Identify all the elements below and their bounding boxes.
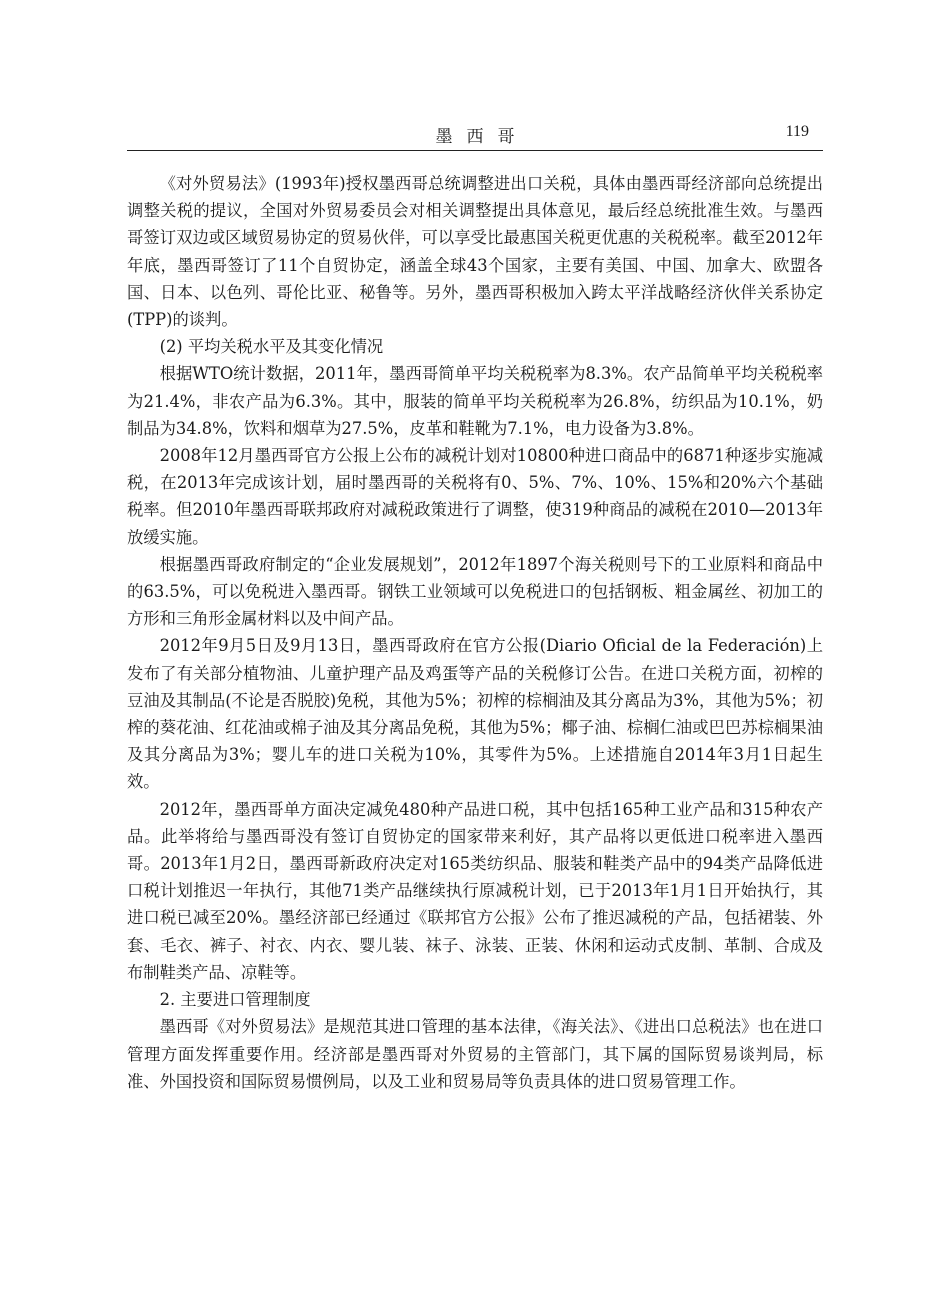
body-text — [127, 170, 823, 1095]
page-number: 119 — [785, 123, 809, 140]
running-header — [127, 116, 823, 151]
subheading: 2. 主要进口管理制度 — [159, 990, 311, 1010]
paragraph: 墨西哥《对外贸易法》是规范其进口管理的基本法律，《海关法》、《进出口总税法》也在进口管理方面发挥重要作用。经济部是墨西哥对外贸易的主管部门，其下属的国际贸易谈判局，标准、外国投资和国际贸易惯例局，以及工业和贸易局等负责具体的进口贸易管理工作。 — [127, 1017, 823, 1091]
running-header-title: 墨西哥 — [435, 127, 529, 147]
paragraph: 2012年9月5日及9月13日，墨西哥政府在官方公报(Diario Oficial de la Federación)上发布了有关部分植物油、儿童护理产品及鸡蛋等产品的关税修订公告。在进口关税方面，初榨的豆油及其制品(不论是否脱胶)免税，其他为5%；初榨的棕榈油及其分离品为3%，其他为5%；初榨的葵花油、红花油或棉子油及其分离品免税，其他为5%；椰子油、棕榈仁油或巴巴苏棕榈果油及其分离品为3%；婴儿车的进口关税为10%，其零件为5%。上述措施自2014年3月1日起生效。 — [127, 636, 823, 792]
book-page — [127, 0, 823, 1310]
paragraph: 2008年12月墨西哥官方公报上公布的减税计划对10800种进口商品中的6871种逐步实施减税，在2013年完成该计划，届时墨西哥的关税将有0、5%、7%、10%、15%和20%六个基础税率。但2010年墨西哥联邦政府对减税政策进行了调整，使319种商品的减税在2010—2013年放缓实施。 — [127, 446, 823, 547]
paragraph: 《对外贸易法》(1993年)授权墨西哥总统调整进出口关税，具体由墨西哥经济部向总统提出调整关税的提议，全国对外贸易委员会对相关调整提出具体意见，最后经总统批准生效。与墨西哥签订双边或区域贸易协定的贸易伙伴，可以享受比最惠国关税更优惠的关税税率。截至2012年年底，墨西哥签订了11个自贸协定，涵盖全球43个国家，主要有美国、中国、加拿大、欧盟各国、日本、以色列、哥伦比亚、秘鲁等。另外，墨西哥积极加入跨太平洋战略经济伙伴关系协定(TPP)的谈判。 — [127, 174, 823, 330]
paragraph: 根据墨西哥政府制定的“企业发展规划”，2012年1897个海关税则号下的工业原料和商品中的63.5%，可以免税进入墨西哥。钢铁工业领域可以免税进口的包括钢板、粗金属丝、初加工的方形和三角形金属材料以及中间产品。 — [127, 554, 823, 629]
subheading: (2) 平均关税水平及其变化情况 — [159, 337, 384, 357]
paragraph: 2012年，墨西哥单方面决定减免480种产品进口税，其中包括165种工业产品和315种农产品。此举将给与墨西哥没有签订自贸协定的国家带来利好，其产品将以更低进口税率进入墨西哥。2013年1月2日，墨西哥新政府决定对165类纺织品、服装和鞋类产品中的94类产品降低进口税计划推迟一年执行，其他71类产品继续执行原减税计划，已于2013年1月1日开始执行，其进口税已减至20%。墨经济部已经通过《联邦官方公报》公布了推迟减税的产品，包括裙装、外套、毛衣、裤子、衬衣、内衣、婴儿装、袜子、泳装、正装、休闲和运动式皮制、革制、合成及布制鞋类产品、凉鞋等。 — [127, 799, 823, 982]
paragraph: 根据WTO统计数据，2011年，墨西哥简单平均关税税率为8.3%。农产品简单平均关税税率为21.4%，非农产品为6.3%。其中，服装的简单平均关税税率为26.8%，纺织品为10.1%，奶制品为34.8%，饮料和烟草为27.5%，皮革和鞋靴为7.1%，电力设备为3.8%。 — [127, 364, 823, 438]
